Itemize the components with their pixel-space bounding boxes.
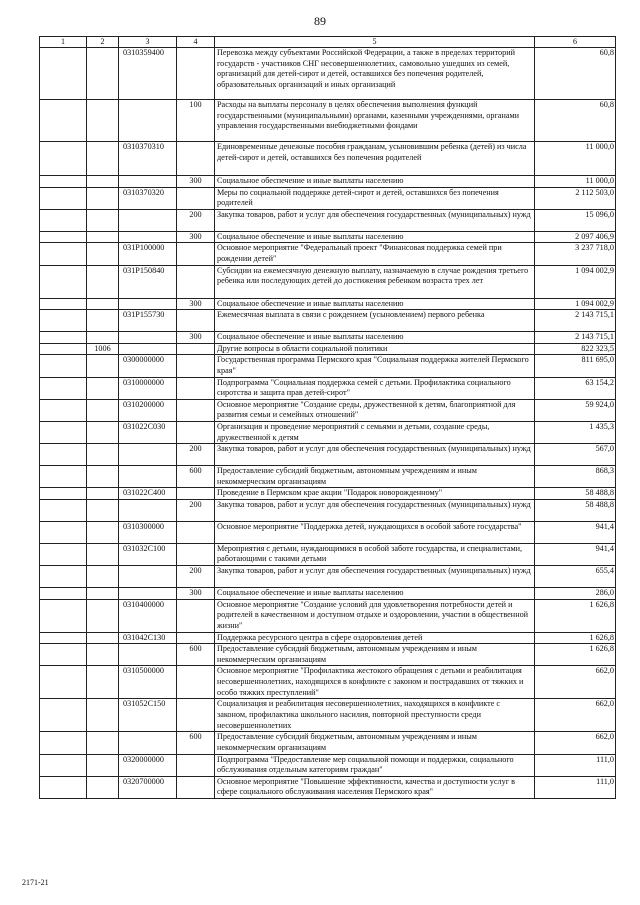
cell-expense-type: 300 <box>177 231 215 243</box>
table-row <box>40 521 616 543</box>
cell-expense-type <box>177 776 215 798</box>
cell-expense-type <box>177 488 215 500</box>
cell-target-article: 0310400000 <box>119 599 177 632</box>
cell-description: Перевозка между субъектами Российской Федерации, а также в пределах территорий государств - участников СНГ несовершеннолетних, самовольно ушедших из семей, организаций для детей-сирот и детей, оставшихся без попечения родителей, образовательных организаций и иных организаций <box>215 48 535 100</box>
header-col-4: 4 <box>177 37 215 48</box>
cell-target-article: 0310370320 <box>119 187 177 209</box>
table-row <box>40 588 616 600</box>
cell-amount: 1 626,8 <box>535 599 616 632</box>
cell-subsection <box>87 100 119 142</box>
cell-expense-type <box>177 343 215 355</box>
cell-expense-type <box>177 632 215 644</box>
cell-subsection <box>87 310 119 332</box>
cell-amount: 2 143 715,1 <box>535 332 616 344</box>
cell-target-article <box>119 499 177 521</box>
table-row <box>40 543 616 565</box>
cell-amount: 3 237 718,0 <box>535 243 616 265</box>
table-row <box>40 776 616 798</box>
cell-description: Проведение в Пермском крае акции "Подарок новорожденному" <box>215 488 535 500</box>
cell-target-article <box>119 644 177 666</box>
cell-amount: 60,8 <box>535 48 616 100</box>
table-row <box>40 421 616 443</box>
cell-amount: 2 112 503,0 <box>535 187 616 209</box>
cell-expense-type <box>177 310 215 332</box>
cell-section <box>40 754 87 776</box>
cell-description: Субсидии на ежемесячную денежную выплату, назначаемую в случае рождения третьего ребенка или последующих детей до достижения ребенком возраста трех лет <box>215 265 535 298</box>
header-col-5: 5 <box>215 37 535 48</box>
cell-expense-type: 300 <box>177 332 215 344</box>
cell-target-article <box>119 566 177 588</box>
cell-target-article <box>119 100 177 142</box>
cell-subsection <box>87 566 119 588</box>
cell-amount: 868,3 <box>535 466 616 488</box>
cell-expense-type <box>177 355 215 377</box>
cell-target-article: 0310200000 <box>119 399 177 421</box>
budget-table <box>39 36 616 799</box>
cell-subsection: 1006 <box>87 343 119 355</box>
cell-subsection <box>87 176 119 188</box>
cell-amount: 655,4 <box>535 566 616 588</box>
table-row <box>40 142 616 176</box>
cell-target-article: 0310500000 <box>119 666 177 699</box>
cell-target-article: 0310300000 <box>119 521 177 543</box>
table-row <box>40 566 616 588</box>
cell-amount: 567,0 <box>535 444 616 466</box>
cell-expense-type <box>177 142 215 176</box>
cell-expense-type <box>177 421 215 443</box>
table-row <box>40 666 616 699</box>
cell-amount: 11 000,0 <box>535 176 616 188</box>
table-row <box>40 377 616 399</box>
table-row <box>40 231 616 243</box>
table-row <box>40 399 616 421</box>
cell-section <box>40 48 87 100</box>
cell-section <box>40 310 87 332</box>
cell-subsection <box>87 444 119 466</box>
cell-expense-type: 200 <box>177 566 215 588</box>
cell-section <box>40 399 87 421</box>
footer-code: 2171-21 <box>22 878 49 887</box>
table-row <box>40 466 616 488</box>
cell-expense-type <box>177 543 215 565</box>
cell-description: Ежемесячная выплата в связи с рождением (усыновлением) первого ребенка <box>215 310 535 332</box>
cell-section <box>40 599 87 632</box>
cell-description: Основное мероприятие "Создание среды, дружественной к детям, благоприятной для развития семьи и семейных отношений" <box>215 399 535 421</box>
cell-target-article: 031022С030 <box>119 421 177 443</box>
table-row <box>40 599 616 632</box>
cell-description: Предоставление субсидий бюджетным, автономным учреждениям и иным некоммерческим организациям <box>215 466 535 488</box>
cell-amount: 811 695,0 <box>535 355 616 377</box>
table-row <box>40 48 616 100</box>
table-row <box>40 732 616 754</box>
cell-target-article <box>119 343 177 355</box>
cell-description: Основное мероприятие "Федеральный проект "Финансовая поддержка семей при рождении детей" <box>215 243 535 265</box>
cell-expense-type <box>177 754 215 776</box>
cell-section <box>40 632 87 644</box>
page-number: 89 <box>314 14 326 28</box>
cell-expense-type: 300 <box>177 588 215 600</box>
cell-subsection <box>87 588 119 600</box>
cell-target-article: 031052С150 <box>119 699 177 732</box>
cell-target-article: 0310370310 <box>119 142 177 176</box>
cell-description: Основное мероприятие "Создание условий для удовлетворения потребности детей и родителей в качественном и доступном отдыхе и оздоровлении, участии в общественной жизни" <box>215 599 535 632</box>
cell-section <box>40 265 87 298</box>
cell-description: Закупка товаров, работ и услуг для обеспечения государственных (муниципальных) нужд <box>215 499 535 521</box>
cell-target-article <box>119 588 177 600</box>
table-row <box>40 444 616 466</box>
cell-description: Поддержка ресурсного центра в сфере оздоровления детей <box>215 632 535 644</box>
cell-description: Меры по социальной поддержке детей-сирот и детей, оставшихся без попечения родителей <box>215 187 535 209</box>
table-row <box>40 243 616 265</box>
cell-amount: 662,0 <box>535 666 616 699</box>
cell-expense-type: 600 <box>177 732 215 754</box>
cell-target-article: 0320000000 <box>119 754 177 776</box>
cell-section <box>40 243 87 265</box>
cell-subsection <box>87 243 119 265</box>
cell-description: Социальное обеспечение и иные выплаты населению <box>215 588 535 600</box>
header-row <box>40 37 616 48</box>
cell-description: Подпрограмма "Социальная поддержка семей с детьми. Профилактика социального сиротства и защита прав детей-сирот" <box>215 377 535 399</box>
cell-description: Основное мероприятие "Профилактика жестокого обращения с детьми и реабилитация несовершеннолетних, находящихся в конфликте с законом и пострадавших от тяжких и особо тяжких преступлений" <box>215 666 535 699</box>
cell-amount: 286,0 <box>535 588 616 600</box>
cell-amount: 1 626,8 <box>535 632 616 644</box>
cell-subsection <box>87 48 119 100</box>
cell-subsection <box>87 732 119 754</box>
table-row <box>40 343 616 355</box>
table-row <box>40 176 616 188</box>
cell-amount: 2 143 715,1 <box>535 310 616 332</box>
cell-section <box>40 187 87 209</box>
cell-subsection <box>87 142 119 176</box>
cell-subsection <box>87 599 119 632</box>
cell-amount: 822 323,5 <box>535 343 616 355</box>
table-row <box>40 100 616 142</box>
table-row <box>40 209 616 231</box>
table-row <box>40 298 616 310</box>
table-row <box>40 488 616 500</box>
cell-section <box>40 499 87 521</box>
cell-subsection <box>87 421 119 443</box>
cell-expense-type <box>177 399 215 421</box>
cell-expense-type: 200 <box>177 499 215 521</box>
cell-description: Подпрограмма "Предоставление мер социальной помощи и поддержки, социального обслуживания отдельным категориям граждан" <box>215 754 535 776</box>
table-row <box>40 332 616 344</box>
cell-amount: 662,0 <box>535 732 616 754</box>
cell-amount: 1 626,8 <box>535 644 616 666</box>
cell-subsection <box>87 209 119 231</box>
cell-target-article <box>119 209 177 231</box>
cell-description: Закупка товаров, работ и услуг для обеспечения государственных (муниципальных) нужд <box>215 209 535 231</box>
cell-expense-type <box>177 599 215 632</box>
cell-description: Социальное обеспечение и иные выплаты населению <box>215 231 535 243</box>
cell-section <box>40 466 87 488</box>
cell-subsection <box>87 231 119 243</box>
cell-target-article <box>119 332 177 344</box>
cell-description: Закупка товаров, работ и услуг для обеспечения государственных (муниципальных) нужд <box>215 566 535 588</box>
table-row <box>40 644 616 666</box>
cell-subsection <box>87 355 119 377</box>
cell-expense-type <box>177 377 215 399</box>
cell-subsection <box>87 488 119 500</box>
cell-subsection <box>87 754 119 776</box>
cell-amount: 63 154,2 <box>535 377 616 399</box>
header-col-6: 6 <box>535 37 616 48</box>
cell-section <box>40 355 87 377</box>
cell-amount: 2 097 406,9 <box>535 231 616 243</box>
cell-subsection <box>87 644 119 666</box>
cell-section <box>40 332 87 344</box>
cell-section <box>40 521 87 543</box>
cell-amount: 1 094 002,9 <box>535 298 616 310</box>
cell-expense-type: 300 <box>177 176 215 188</box>
cell-section <box>40 142 87 176</box>
cell-expense-type: 600 <box>177 466 215 488</box>
cell-target-article: 031042С130 <box>119 632 177 644</box>
cell-target-article: 0310000000 <box>119 377 177 399</box>
cell-amount: 60,8 <box>535 100 616 142</box>
cell-section <box>40 732 87 754</box>
cell-subsection <box>87 187 119 209</box>
cell-section <box>40 298 87 310</box>
cell-description: Мероприятия с детьми, нуждающимися в особой заботе государства, и специалистами, работающими с такими детьми <box>215 543 535 565</box>
cell-target-article: 031P100000 <box>119 243 177 265</box>
cell-expense-type <box>177 187 215 209</box>
header-col-3: 3 <box>119 37 177 48</box>
cell-description: Основное мероприятие "Поддержка детей, нуждающихся в особой заботе государства" <box>215 521 535 543</box>
cell-section <box>40 377 87 399</box>
cell-description: Другие вопросы в области социальной политики <box>215 343 535 355</box>
cell-description: Социальное обеспечение и иные выплаты населению <box>215 176 535 188</box>
cell-amount: 1 435,3 <box>535 421 616 443</box>
cell-subsection <box>87 265 119 298</box>
cell-expense-type: 200 <box>177 444 215 466</box>
cell-description: Государственная программа Пермского края "Социальная поддержка жителей Пермского края" <box>215 355 535 377</box>
cell-description: Расходы на выплаты персоналу в целях обеспечения выполнения функций государственными (муниципальными) органами, казенными учреждениями, органами управления государственными внебюджетными фондами <box>215 100 535 142</box>
cell-expense-type: 200 <box>177 209 215 231</box>
cell-section <box>40 176 87 188</box>
cell-target-article: 0310359400 <box>119 48 177 100</box>
cell-target-article: 031022С400 <box>119 488 177 500</box>
cell-subsection <box>87 466 119 488</box>
cell-target-article: 031P155730 <box>119 310 177 332</box>
cell-expense-type: 100 <box>177 100 215 142</box>
cell-description: Единовременные денежные пособия гражданам, усыновившим ребенка (детей) из числа детей-сирот и детей, оставшихся без попечения родителей <box>215 142 535 176</box>
cell-description: Предоставление субсидий бюджетным, автономным учреждениям и иным некоммерческим организациям <box>215 644 535 666</box>
table-body <box>40 48 616 799</box>
cell-subsection <box>87 666 119 699</box>
cell-expense-type <box>177 699 215 732</box>
cell-target-article <box>119 176 177 188</box>
cell-subsection <box>87 332 119 344</box>
cell-subsection <box>87 776 119 798</box>
cell-section <box>40 343 87 355</box>
cell-expense-type <box>177 521 215 543</box>
header-col-2: 2 <box>87 37 119 48</box>
cell-amount: 58 488,8 <box>535 499 616 521</box>
table-row <box>40 187 616 209</box>
cell-section <box>40 699 87 732</box>
table-row <box>40 632 616 644</box>
cell-section <box>40 488 87 500</box>
cell-amount: 941,4 <box>535 521 616 543</box>
cell-target-article <box>119 444 177 466</box>
cell-subsection <box>87 632 119 644</box>
cell-subsection <box>87 699 119 732</box>
cell-amount: 59 924,0 <box>535 399 616 421</box>
table-row <box>40 499 616 521</box>
cell-target-article <box>119 231 177 243</box>
cell-expense-type: 300 <box>177 298 215 310</box>
table-row <box>40 265 616 298</box>
cell-description: Социальное обеспечение и иные выплаты населению <box>215 298 535 310</box>
cell-target-article <box>119 298 177 310</box>
cell-section <box>40 644 87 666</box>
cell-expense-type <box>177 265 215 298</box>
cell-amount: 58 488,8 <box>535 488 616 500</box>
table-row <box>40 754 616 776</box>
cell-expense-type <box>177 243 215 265</box>
cell-section <box>40 209 87 231</box>
cell-section <box>40 421 87 443</box>
cell-subsection <box>87 298 119 310</box>
cell-section <box>40 776 87 798</box>
cell-subsection <box>87 499 119 521</box>
cell-amount: 11 000,0 <box>535 142 616 176</box>
cell-description: Закупка товаров, работ и услуг для обеспечения государственных (муниципальных) нужд <box>215 444 535 466</box>
cell-target-article <box>119 466 177 488</box>
cell-target-article: 031032С100 <box>119 543 177 565</box>
header-col-1: 1 <box>40 37 87 48</box>
cell-description: Социальное обеспечение и иные выплаты населению <box>215 332 535 344</box>
cell-amount: 1 094 002,9 <box>535 265 616 298</box>
cell-amount: 15 096,0 <box>535 209 616 231</box>
cell-target-article: 0320700000 <box>119 776 177 798</box>
cell-section <box>40 444 87 466</box>
cell-expense-type <box>177 666 215 699</box>
cell-description: Организация и проведение мероприятий с семьями и детьми, создание среды, дружественной к детям <box>215 421 535 443</box>
cell-section <box>40 100 87 142</box>
cell-subsection <box>87 521 119 543</box>
cell-subsection <box>87 399 119 421</box>
cell-amount: 111,0 <box>535 776 616 798</box>
cell-subsection <box>87 543 119 565</box>
cell-amount: 941,4 <box>535 543 616 565</box>
cell-description: Основное мероприятие "Повышение эффективности, качества и доступности услуг в сфере социального обслуживания населения Пермского края" <box>215 776 535 798</box>
cell-subsection <box>87 377 119 399</box>
table-row <box>40 699 616 732</box>
cell-section <box>40 231 87 243</box>
cell-amount: 662,0 <box>535 699 616 732</box>
cell-expense-type: 600 <box>177 644 215 666</box>
cell-amount: 111,0 <box>535 754 616 776</box>
cell-target-article: 031P150840 <box>119 265 177 298</box>
cell-description: Предоставление субсидий бюджетным, автономным учреждениям и иным некоммерческим организациям <box>215 732 535 754</box>
cell-section <box>40 566 87 588</box>
cell-target-article <box>119 732 177 754</box>
cell-section <box>40 543 87 565</box>
cell-section <box>40 666 87 699</box>
cell-description: Социализация и реабилитация несовершеннолетних, находящихся в конфликте с законом, профилактика школьного насилия, повторной преступности среди несовершеннолетних <box>215 699 535 732</box>
cell-expense-type <box>177 48 215 100</box>
cell-section <box>40 588 87 600</box>
cell-target-article: 0300000000 <box>119 355 177 377</box>
table-row <box>40 355 616 377</box>
table-row <box>40 310 616 332</box>
